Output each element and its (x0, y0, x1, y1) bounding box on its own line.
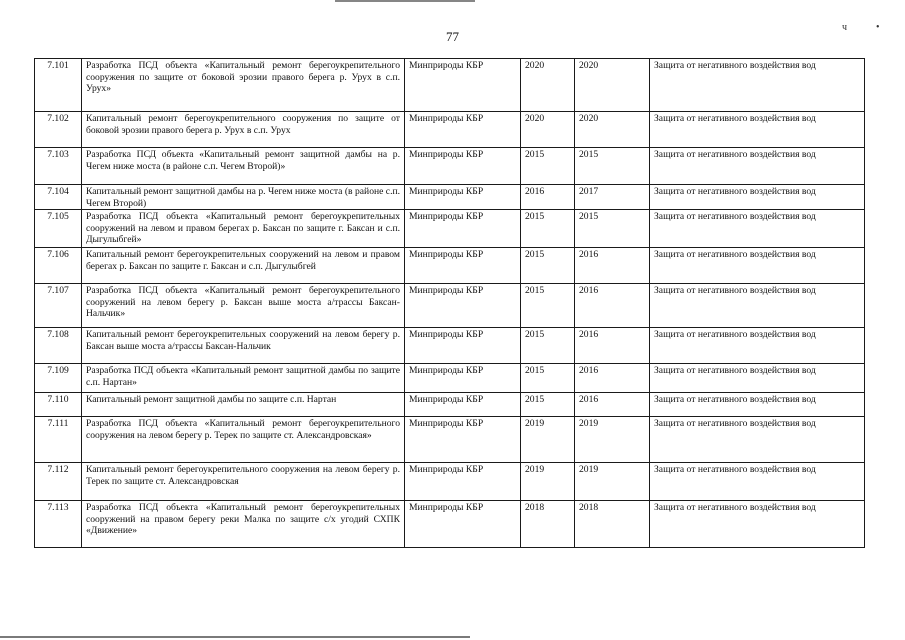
start-year-cell: 2016 (521, 185, 575, 210)
row-number-cell: 7.103 (35, 148, 82, 185)
table-row (35, 112, 865, 148)
measure-goal-cell: Защита от негативного воздействия вод (650, 463, 865, 501)
end-year-cell: 2016 (575, 393, 650, 417)
row-number-cell: 7.106 (35, 248, 82, 284)
measure-name-cell: Разработка ПСД объекта «Капитальный ремонт берегоукрепительного сооружения на левом берегу р. Терек по защите ст. Александровская» (82, 417, 405, 463)
measures-table-body (35, 59, 865, 548)
measure-name-cell: Капитальный ремонт берегоукрепительных сооружений на левом берегу р. Баксан выше моста а/трассы Баксан-Нальчик (82, 328, 405, 364)
measure-name-cell: Капитальный ремонт защитной дамбы по защите с.п. Нартан (82, 393, 405, 417)
measure-goal-cell: Защита от негативного воздействия вод (650, 393, 865, 417)
start-year-cell: 2020 (521, 112, 575, 148)
bottom-scan-rule (0, 636, 470, 638)
measure-name-cell: Разработка ПСД объекта «Капитальный ремонт защитной дамбы на р. Чегем ниже моста (в районе с.п. Чегем Второй)» (82, 148, 405, 185)
responsible-executor-cell: Минприроды КБР (405, 463, 521, 501)
end-year-cell: 2019 (575, 417, 650, 463)
responsible-executor-cell: Минприроды КБР (405, 210, 521, 248)
responsible-executor-cell: Минприроды КБР (405, 284, 521, 328)
row-number-cell: 7.104 (35, 185, 82, 210)
responsible-executor-cell: Минприроды КБР (405, 364, 521, 393)
measure-goal-cell: Защита от негативного воздействия вод (650, 364, 865, 393)
measure-name-cell: Капитальный ремонт берегоукрепительных сооружений на левом и правом берегах р. Баксан по защите г. Баксан и с.п. Дыгулыбгей (82, 248, 405, 284)
end-year-cell: 2016 (575, 284, 650, 328)
end-year-cell: 2018 (575, 501, 650, 548)
end-year-cell: 2015 (575, 148, 650, 185)
measure-goal-cell: Защита от негативного воздействия вод (650, 148, 865, 185)
start-year-cell: 2020 (521, 59, 575, 112)
responsible-executor-cell: Минприроды КБР (405, 185, 521, 210)
responsible-executor-cell: Минприроды КБР (405, 393, 521, 417)
row-number-cell: 7.108 (35, 328, 82, 364)
measure-goal-cell: Защита от негативного воздействия вод (650, 248, 865, 284)
corner-scan-mark: ч (842, 22, 848, 33)
row-number-cell: 7.105 (35, 210, 82, 248)
start-year-cell: 2019 (521, 417, 575, 463)
responsible-executor-cell: Минприроды КБР (405, 501, 521, 548)
responsible-executor-cell: Минприроды КБР (405, 59, 521, 112)
measure-goal-cell: Защита от негативного воздействия вод (650, 112, 865, 148)
table-row (35, 501, 865, 548)
page-number: 77 (446, 29, 459, 44)
table-row (35, 210, 865, 248)
responsible-executor-cell: Минприроды КБР (405, 148, 521, 185)
end-year-cell: 2020 (575, 59, 650, 112)
table-row (35, 328, 865, 364)
start-year-cell: 2019 (521, 463, 575, 501)
measure-goal-cell: Защита от негативного воздействия вод (650, 185, 865, 210)
row-number-cell: 7.107 (35, 284, 82, 328)
responsible-executor-cell: Минприроды КБР (405, 328, 521, 364)
end-year-cell: 2016 (575, 364, 650, 393)
measure-name-cell: Разработка ПСД объекта «Капитальный ремонт берегоукрепительного сооружений на левом берегу р. Баксан выше моста а/трассы Баксан-Нальчик» (82, 284, 405, 328)
start-year-cell: 2015 (521, 284, 575, 328)
end-year-cell: 2015 (575, 210, 650, 248)
table-row (35, 148, 865, 185)
measure-name-cell: Капитальный ремонт берегоукрепительного сооружения на левом берегу р. Терек по защите ст. Александровская (82, 463, 405, 501)
start-year-cell: 2015 (521, 328, 575, 364)
measure-goal-cell: Защита от негативного воздействия вод (650, 284, 865, 328)
table-row (35, 417, 865, 463)
measure-goal-cell: Защита от негативного воздействия вод (650, 501, 865, 548)
row-number-cell: 7.102 (35, 112, 82, 148)
table-row (35, 393, 865, 417)
start-year-cell: 2015 (521, 393, 575, 417)
measure-goal-cell: Защита от негативного воздействия вод (650, 328, 865, 364)
measure-name-cell: Разработка ПСД объекта «Капитальный ремонт берегоукрепительных сооружений на левом и правом берегах р. Баксан по защите г. Баксан и с.п. Дыгулыбгей» (82, 210, 405, 248)
row-number-cell: 7.112 (35, 463, 82, 501)
responsible-executor-cell: Минприроды КБР (405, 417, 521, 463)
row-number-cell: 7.101 (35, 59, 82, 112)
table-row (35, 248, 865, 284)
top-scan-rule (335, 0, 475, 2)
row-number-cell: 7.111 (35, 417, 82, 463)
measure-goal-cell: Защита от негативного воздействия вод (650, 210, 865, 248)
measure-name-cell: Разработка ПСД объекта «Капитальный ремонт берегоукрепительного сооружения по защите от боковой эрозии правого берега р. Урух в с.п. Урух» (82, 59, 405, 112)
start-year-cell: 2015 (521, 210, 575, 248)
start-year-cell: 2015 (521, 248, 575, 284)
responsible-executor-cell: Минприроды КБР (405, 112, 521, 148)
responsible-executor-cell: Минприроды КБР (405, 248, 521, 284)
table-row (35, 59, 865, 112)
measure-goal-cell: Защита от негативного воздействия вод (650, 417, 865, 463)
table-row (35, 185, 865, 210)
table-row (35, 364, 865, 393)
measure-name-cell: Капитальный ремонт защитной дамбы на р. Чегем ниже моста (в районе с.п. Чегем Второй) (82, 185, 405, 210)
measure-name-cell: Капитальный ремонт берегоукрепительного сооружения по защите от боковой эрозии правого берега р. Урух в с.п. Урух (82, 112, 405, 148)
table-row (35, 284, 865, 328)
end-year-cell: 2019 (575, 463, 650, 501)
end-year-cell: 2017 (575, 185, 650, 210)
row-number-cell: 7.113 (35, 501, 82, 548)
start-year-cell: 2018 (521, 501, 575, 548)
measure-name-cell: Разработка ПСД объекта «Капитальный ремонт защитной дамбы по защите с.п. Нартан» (82, 364, 405, 393)
table-row (35, 463, 865, 501)
end-year-cell: 2020 (575, 112, 650, 148)
corner-scan-dot: • (876, 22, 880, 33)
measures-table (34, 58, 865, 548)
start-year-cell: 2015 (521, 148, 575, 185)
row-number-cell: 7.109 (35, 364, 82, 393)
row-number-cell: 7.110 (35, 393, 82, 417)
measure-goal-cell: Защита от негативного воздействия вод (650, 59, 865, 112)
start-year-cell: 2015 (521, 364, 575, 393)
end-year-cell: 2016 (575, 248, 650, 284)
measure-name-cell: Разработка ПСД объекта «Капитальный ремонт берегоукрепительных сооружений на правом берегу реки Малка по защите с/х угодий СХПК «Движение» (82, 501, 405, 548)
end-year-cell: 2016 (575, 328, 650, 364)
